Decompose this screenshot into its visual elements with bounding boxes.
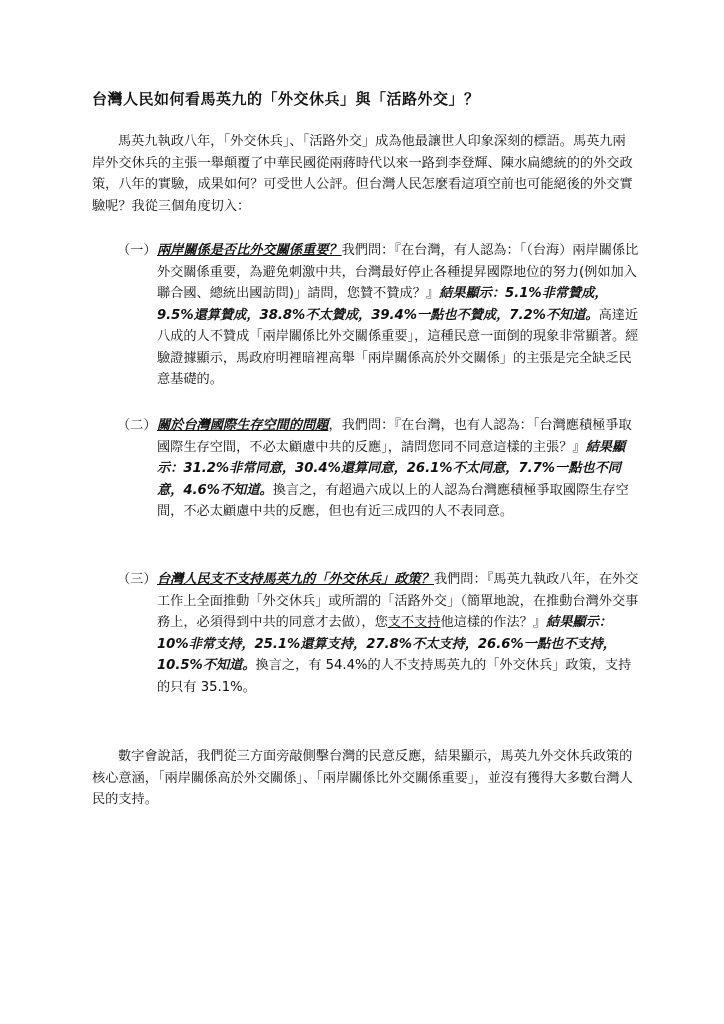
list-marker-3: （三）: [117, 572, 157, 587]
result-1: 結果顯示：5.1%非常贊成，9.5%還算贊成，38.8%不太贊成，39.4%一點也不贊成，7.2%不知道。: [157, 286, 608, 323]
conclusion-paragraph: 數字會說話，我們從三方面旁敲側擊台灣的民意反應，結果顯示，馬英九外交休兵政策的核心意涵，「兩岸關係高於外交關係」、「兩岸關係比外交關係重要」，並沒有獲得大多數台灣人民的支持。: [92, 749, 633, 807]
intro-paragraph: 馬英九執政八年，「外交休兵」、「活路外交」成為他最讓世人印象深刻的標語。馬英九兩岸外交休兵的主張一舉顛覆了中華民國從兩蔣時代以來一路到李登輝、陳水扁總統的的外交政策，八年的實驗，成果如何？可受世人公評。但台灣人民怎麼看這項空前也可能絕後的外交實驗呢？我從三個角度切入：: [92, 134, 633, 214]
ask-3-before: 我們問：『馬英九執政八年，在外交工作上全面推動「外交休兵」或所謂的「活路外交」（簡單地說，在推動台灣外交事務上，必須得到中共的同意才去做），您: [157, 572, 639, 630]
list-item-3-body: [157, 569, 642, 698]
question-2: 關於台灣國際生存空間的問題: [157, 418, 329, 433]
ask-1: 我們問：『在台灣，有人認為：「（台海）兩岸關係比外交關係重要，為避免刺激中共，台灣最好停止各種提昇國際地位的努力(例如加入聯合國、總統出國訪問)」請問，您贊不贊成？』: [157, 243, 639, 301]
ask-3-underline: 支不支持: [387, 615, 441, 630]
document-title: 台灣人民如何看馬英九的「外交休兵」與「活路外交」？: [92, 90, 480, 108]
comment-3: 換言之，有 54.4%的人不支持馬英九的「外交休兵」政策，支持的只有 35.1%。: [157, 658, 632, 695]
ask-2: ，我們問：『在台灣，也有人認為：「台灣應積極爭取國際生存空間，不必太顧慮中共的反應」，請問您同不同意這樣的主張？』: [157, 418, 632, 455]
question-1: 兩岸關係是否比外交關係重要？: [157, 243, 342, 258]
list-marker-1: （一）: [117, 243, 157, 258]
comment-2: 換言之，有超過六成以上的人認為台灣應積極爭取國際生存空間，不必太顧慮中共的反應，但也有近三成四的人不表同意。: [157, 482, 629, 519]
list-marker-2: （二）: [117, 418, 157, 433]
result-2: 結果顯示：31.2%非常同意，30.4%還算同意，26.1%不太同意，7.7%一點也不同意，4.6%不知道。: [157, 439, 626, 498]
list-item-1-body: [157, 240, 642, 391]
comment-1: 高達近八成的人不贊成「兩岸關係比外交關係重要」，這種民意一面倒的現象非常顯著。經驗證據顯示，馬政府明裡暗裡高舉「兩岸關係高於外交關係」的主張是完全缺乏民意基礎的。: [157, 307, 639, 387]
list-item-2-body: [157, 415, 642, 523]
question-3: 台灣人民支不支持馬英九的「外交休兵」政策？: [157, 572, 434, 587]
result-3: 結果顯示：10%非常支持，25.1%還算支持，27.8%不太支持，26.6%一點也不支持，10.5%不知道。: [157, 615, 616, 673]
ask-3-after: 他這樣的作法？』: [440, 615, 547, 630]
